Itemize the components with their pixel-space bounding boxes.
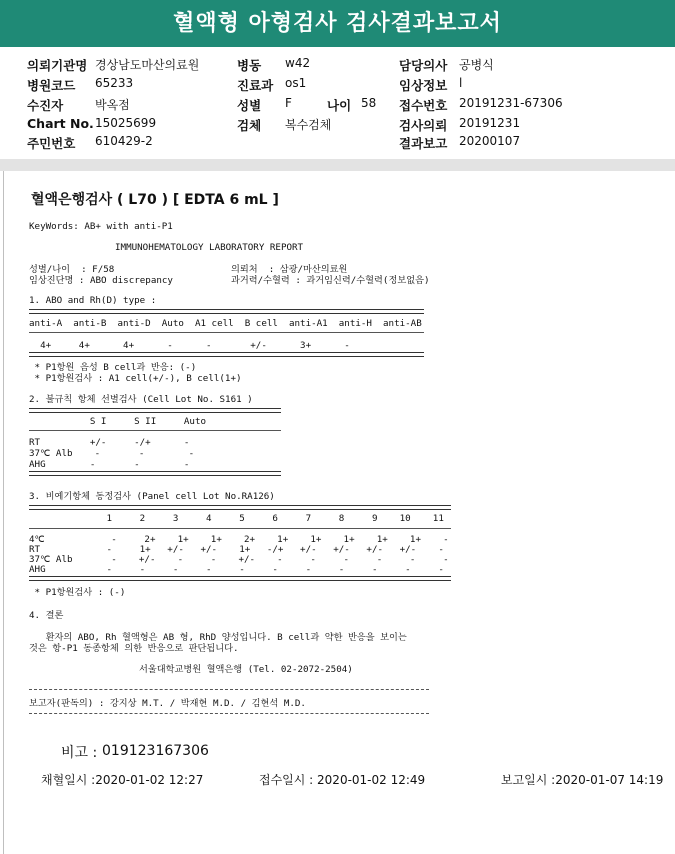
info-value-accession-no: 20191231-67306 bbox=[459, 96, 563, 110]
remark-value: 019123167306 bbox=[102, 743, 209, 759]
section3-bottom-rule bbox=[29, 576, 451, 581]
info-label-request-date: 검사의뢰 bbox=[399, 118, 448, 133]
info-value-institution: 경상남도마산의료원 bbox=[95, 58, 200, 72]
conclusion-line2: 것은 항-P1 동종항체 의한 반응으로 판단됩니다. bbox=[29, 643, 239, 654]
section3-note: * P1항원검사 : (-) bbox=[29, 587, 126, 598]
info-label-patient: 수진자 bbox=[27, 98, 64, 113]
remark-label: 비고 : bbox=[61, 745, 98, 761]
info-value-sex: F bbox=[285, 96, 292, 110]
info-label-specimen: 검체 bbox=[237, 118, 262, 133]
section2-mid-rule bbox=[29, 430, 281, 431]
info-label-sex: 성별 bbox=[237, 98, 262, 113]
info-label-resident-no: 주민번호 bbox=[27, 136, 76, 151]
section1-mid-rule bbox=[29, 332, 424, 333]
reporter-line: 보고자(판독의) : 강지상 M.T. / 박재현 M.D. / 김현석 M.D. bbox=[29, 698, 306, 709]
info-value-clinical-info: l bbox=[459, 76, 463, 90]
section3-title: 3. 비예기항체 동정검사 (Panel cell Lot No.RA126) bbox=[29, 491, 275, 502]
history-line: 과거력/수혈력 : 과거임신력/수혈력(정보없음) bbox=[231, 275, 430, 286]
requester-line: 의뢰처 : 삼광/마산의료원 bbox=[231, 264, 348, 275]
info-value-patient: 박옥점 bbox=[95, 98, 130, 112]
section1-header: anti-A anti-B anti-D Auto A1 cell B cell anti-A1 anti-H anti-AB bbox=[29, 318, 422, 329]
clinical-diagnosis-line: 임상진단명 : ABO discrepancy bbox=[29, 275, 173, 286]
section2-top-rule bbox=[29, 408, 281, 413]
info-value-department: os1 bbox=[285, 76, 307, 90]
lab-report-title: IMMUNOHEMATOLOGY LABORATORY REPORT bbox=[115, 242, 304, 253]
reporter-top-rule bbox=[29, 689, 429, 690]
info-value-age: 58 bbox=[361, 96, 377, 110]
info-label-clinical-info: 임상정보 bbox=[399, 78, 448, 93]
section3-row-4c: 4℃ - 2+ 1+ 1+ 2+ 1+ 1+ 1+ 1+ 1+ - bbox=[29, 534, 449, 545]
conclusion-line1: 환자의 ABO, Rh 혈액형은 AB 형, RhD 양성입니다. B cell과 약한 반응을 보이는 bbox=[29, 632, 407, 643]
info-label-institution: 의뢰기관명 bbox=[27, 58, 88, 73]
report-body bbox=[3, 171, 672, 854]
section2-row-37c: 37℃ Alb - - - bbox=[29, 448, 195, 459]
section1-top-rule bbox=[29, 309, 424, 314]
received-datetime: 접수일시 : 2020-01-02 12:49 bbox=[259, 773, 426, 787]
section1-note1: * P1항원 음성 B cell과 반응: (-) bbox=[29, 362, 197, 373]
info-value-chart-no: 15025699 bbox=[95, 116, 157, 130]
lab-contact: 서울대학교병원 혈액은행 (Tel. 02-2072-2504) bbox=[139, 664, 353, 675]
section3-row-rt: RT - 1+ +/- +/- 1+ -/+ +/- +/- +/- +/- - bbox=[29, 544, 444, 555]
section3-header: 1 2 3 4 5 6 7 8 9 10 11 bbox=[29, 513, 444, 524]
report-title: 혈액형 아형검사 검사결과보고서 bbox=[0, 0, 675, 47]
section-separator bbox=[0, 159, 675, 171]
info-value-report-date: 20200107 bbox=[459, 134, 521, 148]
section3-row-ahg: AHG - - - - - - - - - - - bbox=[29, 564, 444, 575]
info-label-ward: 병동 bbox=[237, 58, 262, 73]
section2-row-rt: RT +/- -/+ - bbox=[29, 437, 190, 448]
info-value-request-date: 20191231 bbox=[459, 116, 521, 130]
section2-header: S I S II Auto bbox=[29, 416, 207, 427]
section2-row-ahg: AHG - - - bbox=[29, 459, 190, 470]
collection-datetime: 채혈일시 :2020-01-02 12:27 bbox=[41, 773, 204, 787]
section1-title: 1. ABO and Rh(D) type : bbox=[29, 295, 157, 306]
report-heading: 혈액은행검사 ( L70 ) [ EDTA 6 mL ] bbox=[31, 192, 279, 208]
info-label-doctor: 담당의사 bbox=[399, 58, 448, 73]
section1-bottom-rule bbox=[29, 352, 424, 357]
info-value-specimen: 복수검체 bbox=[285, 118, 332, 132]
keywords-line: KeyWords: AB+ with anti-P1 bbox=[29, 221, 173, 232]
section3-mid-rule bbox=[29, 528, 451, 529]
info-value-hospital-code: 65233 bbox=[95, 76, 134, 90]
info-label-report-date: 결과보고 bbox=[399, 136, 448, 151]
info-label-hospital-code: 병원코드 bbox=[27, 78, 76, 93]
info-label-accession-no: 접수번호 bbox=[399, 98, 448, 113]
section1-values: 4+ 4+ 4+ - - +/- 3+ - bbox=[29, 340, 350, 351]
section3-top-rule bbox=[29, 505, 451, 510]
section2-title: 2. 불규칙 항체 선별검사 (Cell Lot No. S161 ) bbox=[29, 394, 253, 405]
info-value-ward: w42 bbox=[285, 56, 311, 70]
section3-row-37c: 37℃ Alb - +/- - - +/- - - - - - - bbox=[29, 554, 449, 565]
patient-info-panel bbox=[0, 47, 675, 159]
section4-title: 4. 결론 bbox=[29, 610, 64, 621]
reporter-bottom-rule bbox=[29, 713, 429, 714]
section2-bottom-rule bbox=[29, 471, 281, 476]
info-value-doctor: 공병식 bbox=[459, 58, 494, 72]
info-label-chart-no: Chart No. bbox=[27, 116, 94, 131]
sex-age-line: 성별/나이 : F/58 bbox=[29, 264, 115, 275]
info-label-age: 나이 bbox=[327, 98, 352, 113]
reported-datetime: 보고일시 :2020-01-07 14:19 bbox=[501, 773, 664, 787]
section1-note2: * P1항원검사 : A1 cell(+/-), B cell(1+) bbox=[29, 373, 242, 384]
info-value-resident-no: 610429-2 bbox=[95, 134, 153, 148]
info-label-department: 진료과 bbox=[237, 78, 274, 93]
